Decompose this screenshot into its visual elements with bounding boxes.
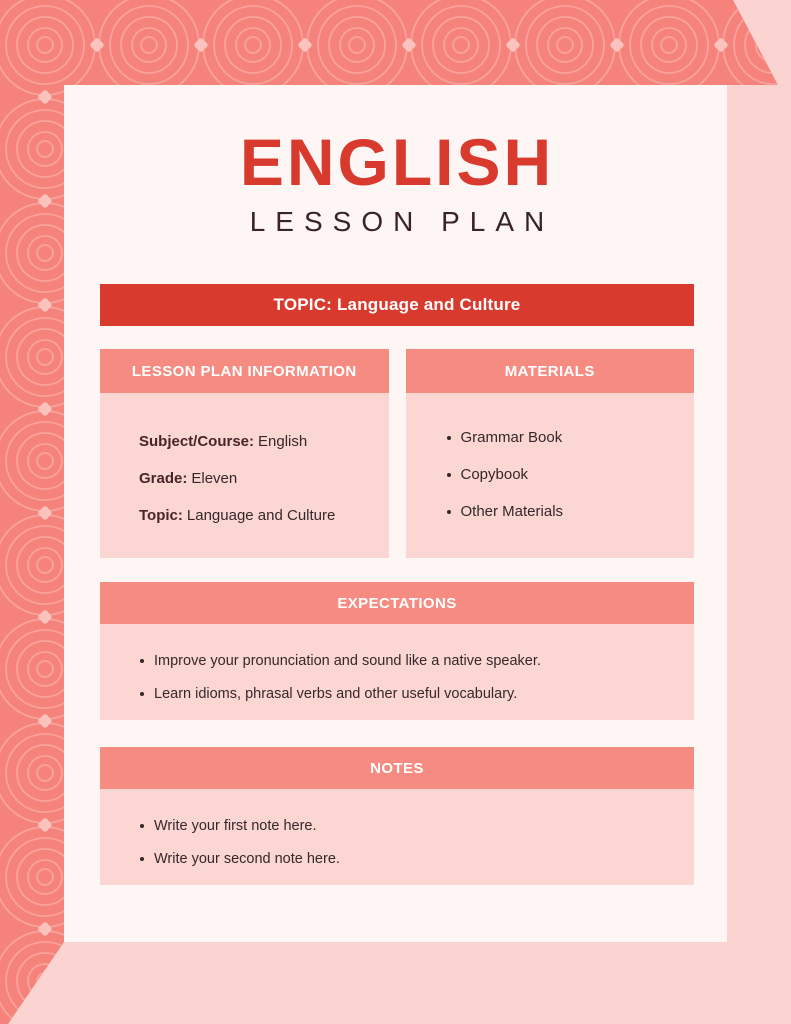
list-item-text: Learn idioms, phrasal verbs and other useful vocabulary. bbox=[154, 686, 518, 702]
page-title: ENGLISH bbox=[239, 125, 555, 199]
materials-list bbox=[406, 393, 695, 523]
lesson-plan-information-body bbox=[100, 393, 389, 558]
materials-section bbox=[406, 349, 695, 558]
info-field-value: Eleven bbox=[191, 470, 238, 487]
list-item bbox=[140, 848, 684, 870]
info-field-value: English bbox=[258, 433, 308, 450]
list-item-text: Copybook bbox=[460, 466, 529, 483]
info-field-label: Topic: bbox=[139, 507, 183, 524]
expectations-body bbox=[100, 624, 694, 720]
info-field-row bbox=[139, 505, 379, 527]
topic-banner bbox=[100, 284, 694, 326]
expectations-section bbox=[100, 582, 694, 720]
list-item-text: Write your second note here. bbox=[154, 851, 340, 867]
list-item bbox=[447, 427, 685, 449]
notes-list bbox=[100, 789, 694, 870]
list-item-text: Other Materials bbox=[460, 503, 564, 520]
expectations-header: EXPECTATIONS bbox=[100, 582, 694, 624]
two-column-row bbox=[100, 349, 694, 558]
materials-header: MATERIALS bbox=[406, 349, 695, 393]
lesson-plan-information-header: LESSON PLAN INFORMATION bbox=[100, 349, 389, 393]
list-item-text: Write your first note here. bbox=[154, 818, 317, 834]
info-field-row bbox=[139, 468, 379, 490]
lesson-plan-card bbox=[64, 85, 727, 942]
list-item bbox=[447, 464, 685, 486]
info-field-label: Grade: bbox=[139, 470, 188, 487]
lesson-plan-information-section bbox=[100, 349, 389, 558]
list-item-text: Grammar Book bbox=[460, 429, 563, 446]
page-subtitle: LESSON PLAN bbox=[249, 206, 555, 237]
list-item bbox=[447, 501, 685, 523]
expectations-list bbox=[100, 624, 694, 705]
info-field-list bbox=[100, 393, 389, 527]
notes-header: NOTES bbox=[100, 747, 694, 789]
materials-body bbox=[406, 393, 695, 558]
list-item bbox=[140, 815, 684, 837]
info-field-value: Language and Culture bbox=[186, 507, 336, 524]
list-item bbox=[140, 650, 684, 672]
topic-banner-label: TOPIC: Language and Culture bbox=[273, 295, 521, 314]
notes-body bbox=[100, 789, 694, 885]
list-item bbox=[140, 683, 684, 705]
list-item-text: Improve your pronunciation and sound like a native speaker. bbox=[154, 653, 541, 669]
info-field-row bbox=[139, 431, 379, 453]
info-field-label: Subject/Course: bbox=[139, 433, 255, 450]
notes-section bbox=[100, 747, 694, 885]
